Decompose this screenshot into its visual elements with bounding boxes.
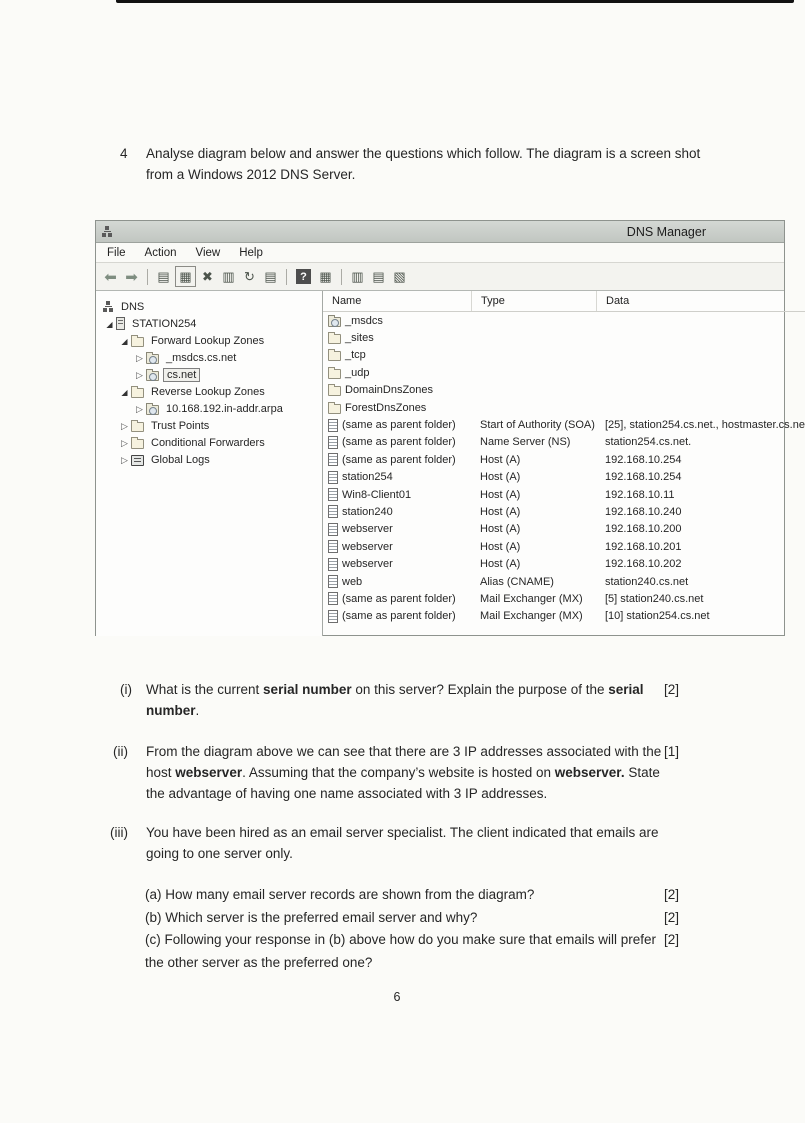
record-name: (same as parent folder) bbox=[342, 419, 456, 432]
cell-type: Mail Exchanger (MX) bbox=[480, 592, 583, 605]
dns-manager-window bbox=[95, 220, 805, 636]
menu-item[interactable]: File bbox=[107, 246, 126, 259]
tree-item[interactable] bbox=[96, 298, 322, 315]
record-name: (same as parent folder) bbox=[342, 436, 456, 449]
record-name: _tcp bbox=[345, 349, 366, 362]
tree-item[interactable] bbox=[96, 417, 322, 434]
cell-type: Host (A) bbox=[480, 505, 521, 518]
tree-item-icon bbox=[146, 371, 159, 381]
tree-item[interactable] bbox=[96, 451, 322, 468]
record-type-icon bbox=[328, 386, 341, 396]
cell-name bbox=[323, 402, 471, 414]
table-row[interactable] bbox=[323, 486, 805, 503]
cell-type: Host (A) bbox=[480, 523, 521, 536]
cell-name bbox=[323, 575, 471, 588]
sub-question-mark: [2] bbox=[663, 887, 679, 902]
expander-icon[interactable] bbox=[133, 352, 146, 364]
table-row[interactable] bbox=[323, 469, 805, 486]
forward-icon[interactable]: ➡ bbox=[125, 268, 138, 286]
tree-item-label: DNS bbox=[121, 300, 145, 313]
record-name: web bbox=[342, 575, 363, 588]
cell-type: Start of Authority (SOA) bbox=[480, 419, 595, 432]
record-name: (same as parent folder) bbox=[342, 592, 456, 605]
question-i-label: (i) bbox=[120, 682, 132, 697]
menu-bar bbox=[96, 243, 784, 263]
text-segment: From the diagram above we can see that there are 3 IP addresses associated with the host bbox=[146, 744, 662, 780]
table-row[interactable] bbox=[323, 347, 805, 364]
cell-type: Host (A) bbox=[480, 558, 521, 571]
table-row[interactable] bbox=[323, 364, 805, 381]
expander-icon[interactable] bbox=[133, 403, 146, 415]
tree-item[interactable] bbox=[96, 366, 322, 383]
tree-item-label: _msdcs.cs.net bbox=[166, 351, 237, 364]
records-list-pane bbox=[323, 291, 805, 636]
tree-item[interactable] bbox=[96, 383, 322, 400]
help-icon[interactable]: ? bbox=[296, 269, 311, 284]
question-iii-text bbox=[146, 822, 679, 864]
report-icon[interactable]: ▧ bbox=[393, 268, 406, 284]
menu-item[interactable]: View bbox=[195, 246, 221, 259]
expander-icon[interactable] bbox=[118, 454, 131, 466]
back-icon[interactable]: ⬅ bbox=[104, 268, 117, 286]
record-type-icon bbox=[328, 558, 338, 571]
text-segment: . bbox=[195, 703, 200, 718]
tree-item-label: Global Logs bbox=[151, 453, 210, 466]
question-i-text bbox=[146, 679, 679, 721]
record-name: _sites bbox=[345, 332, 374, 345]
cell-name bbox=[323, 436, 471, 449]
text-segment: serial number bbox=[146, 682, 644, 718]
table-row[interactable] bbox=[323, 590, 805, 607]
table-row[interactable] bbox=[323, 329, 805, 346]
export-icon[interactable]: ▤ bbox=[264, 268, 277, 284]
toolbar-separator[interactable] bbox=[147, 269, 148, 285]
record-type-icon bbox=[328, 610, 338, 623]
menu-item[interactable]: Help bbox=[239, 246, 263, 259]
server-list-icon[interactable]: ▥ bbox=[351, 268, 364, 284]
sub-question bbox=[145, 884, 679, 907]
table-row[interactable] bbox=[323, 312, 805, 329]
record-name: DomainDnsZones bbox=[345, 384, 434, 397]
cell-name bbox=[323, 540, 471, 553]
tree-item[interactable] bbox=[96, 434, 322, 451]
new-record-icon[interactable]: ▤ bbox=[157, 268, 170, 284]
sub-question-text: (c) Following your response in (b) above how do you make sure that emails will prefer the other server as the preferred one? bbox=[145, 932, 656, 970]
properties-icon[interactable]: ▦ bbox=[175, 266, 196, 287]
cell-name bbox=[323, 558, 471, 571]
table-row[interactable] bbox=[323, 399, 805, 416]
record-type-icon bbox=[328, 334, 341, 344]
question-i-mark: [2] bbox=[663, 682, 679, 697]
cell-name bbox=[323, 384, 471, 396]
tree-item[interactable] bbox=[96, 349, 322, 366]
cell-type: Host (A) bbox=[480, 453, 521, 466]
text-segment: webserver. bbox=[554, 765, 625, 780]
record-type-icon bbox=[328, 575, 338, 588]
tree-item-icon bbox=[116, 317, 125, 330]
question-ii-text bbox=[146, 741, 679, 804]
copy-icon[interactable]: ▥ bbox=[222, 268, 235, 284]
expander-icon[interactable] bbox=[118, 437, 131, 449]
tree-item-icon bbox=[146, 354, 159, 364]
tree-item-icon bbox=[131, 422, 144, 432]
sub-question-mark: [2] bbox=[663, 932, 679, 947]
table-row[interactable] bbox=[323, 538, 805, 555]
cell-type: Alias (CNAME) bbox=[480, 575, 554, 588]
record-name: (same as parent folder) bbox=[342, 610, 456, 623]
cell-name bbox=[323, 471, 471, 484]
record-name: station254 bbox=[342, 471, 393, 484]
toolbar bbox=[96, 263, 784, 291]
question-intro-text: Analyse diagram below and answer the questions which follow. The diagram is a screen shot from a Windows 2012 DNS Server. bbox=[146, 146, 701, 182]
tree-item[interactable] bbox=[96, 332, 322, 349]
cell-data: [5] station240.cs.net bbox=[605, 592, 704, 605]
question-intro bbox=[120, 143, 702, 185]
record-type-icon bbox=[328, 419, 338, 432]
tree-item-icon bbox=[146, 405, 159, 415]
tree-item-icon bbox=[131, 439, 144, 449]
cell-data: 192.168.10.202 bbox=[605, 558, 682, 571]
record-type-icon bbox=[328, 471, 338, 484]
record-name: webserver bbox=[342, 558, 393, 571]
cell-type: Host (A) bbox=[480, 488, 521, 501]
text-segment: What is the current bbox=[146, 682, 264, 697]
question-i bbox=[120, 679, 679, 721]
record-name: Win8-Client01 bbox=[342, 488, 412, 501]
cell-name bbox=[323, 592, 471, 605]
record-name: (same as parent folder) bbox=[342, 453, 456, 466]
cell-type: Host (A) bbox=[480, 540, 521, 553]
record-name: webserver bbox=[342, 523, 393, 536]
record-type-icon bbox=[328, 436, 338, 449]
question-iii bbox=[110, 822, 679, 864]
record-type-icon bbox=[328, 505, 338, 518]
tree-item-icon bbox=[131, 455, 144, 466]
expander-icon[interactable] bbox=[118, 386, 131, 398]
expander-icon[interactable] bbox=[103, 318, 116, 330]
sub-question-text: (b) Which server is the preferred email server and why? bbox=[145, 909, 478, 925]
window-title: DNS Manager bbox=[626, 224, 706, 239]
sub-question-mark: [2] bbox=[663, 909, 679, 925]
table-row[interactable] bbox=[323, 608, 805, 625]
cell-name bbox=[323, 523, 471, 536]
cell-name bbox=[323, 505, 471, 518]
tree-item-icon bbox=[131, 337, 144, 347]
tree-item-icon bbox=[131, 388, 144, 398]
table-row[interactable] bbox=[323, 555, 805, 572]
toolbar-separator[interactable] bbox=[286, 269, 287, 285]
record-type-icon bbox=[328, 404, 341, 414]
table-row[interactable] bbox=[323, 521, 805, 538]
table-row[interactable] bbox=[323, 416, 805, 433]
text-segment: State the advantage of having one name associated with 3 IP addresses. bbox=[146, 765, 660, 801]
console-icon[interactable]: ▦ bbox=[319, 268, 332, 284]
text-segment: serial number bbox=[263, 682, 352, 697]
question-ii-label: (ii) bbox=[113, 744, 128, 759]
tree-item-label: 10.168.192.in-addr.arpa bbox=[166, 402, 283, 415]
expander-icon[interactable] bbox=[133, 369, 146, 381]
tree-item-label: STATION254 bbox=[132, 317, 197, 330]
table-row[interactable] bbox=[323, 451, 805, 468]
cell-data: 192.168.10.201 bbox=[605, 540, 682, 553]
tree-item-label: Conditional Forwarders bbox=[151, 436, 265, 449]
text-segment: webserver bbox=[175, 765, 243, 780]
cell-data: 192.168.10.254 bbox=[605, 453, 682, 466]
page-number: 6 bbox=[393, 990, 401, 1004]
cell-name bbox=[323, 332, 471, 344]
column-header-type[interactable]: Type bbox=[471, 291, 596, 311]
cell-name bbox=[323, 453, 471, 466]
sub-question-text: (a) How many email server records are shown from the diagram? bbox=[145, 887, 535, 902]
question-ii bbox=[113, 741, 679, 804]
text-segment: You have been hired as an email server specialist. The client indicated that emails are going to one server only. bbox=[146, 825, 659, 861]
list-body bbox=[323, 312, 805, 625]
cell-name bbox=[323, 488, 471, 501]
cell-data: [25], station254.cs.net., hostmaster.cs.ne bbox=[605, 419, 805, 432]
tree-item-label: Reverse Lookup Zones bbox=[151, 385, 265, 398]
cell-data: 192.168.10.200 bbox=[605, 523, 682, 536]
question-iii-label: (iii) bbox=[110, 825, 128, 840]
sub-question bbox=[145, 907, 679, 930]
column-header-data[interactable]: Data bbox=[596, 291, 805, 311]
record-type-icon bbox=[328, 540, 338, 553]
question-iii-subparts bbox=[145, 884, 679, 974]
list-header bbox=[323, 291, 805, 312]
cell-data: 192.168.10.254 bbox=[605, 471, 682, 484]
refresh-icon[interactable]: ↻ bbox=[244, 268, 255, 284]
record-type-icon bbox=[328, 488, 338, 501]
record-type-icon bbox=[328, 369, 341, 379]
cell-name bbox=[323, 367, 471, 379]
table-row[interactable] bbox=[323, 503, 805, 520]
cell-data: station254.cs.net. bbox=[605, 436, 692, 449]
tree-item[interactable] bbox=[96, 400, 322, 417]
expander-icon[interactable] bbox=[118, 420, 131, 432]
cell-type: Name Server (NS) bbox=[480, 436, 571, 449]
scan-artifact-line bbox=[116, 0, 794, 3]
question-ii-mark: [1] bbox=[663, 744, 679, 759]
cell-type: Mail Exchanger (MX) bbox=[480, 610, 583, 623]
menu-item[interactable]: Action bbox=[144, 246, 177, 259]
tree-item-label: Trust Points bbox=[151, 419, 210, 432]
text-segment: on this server? Explain the purpose of the bbox=[351, 682, 609, 697]
window-content bbox=[96, 291, 805, 636]
record-type-icon bbox=[328, 351, 341, 361]
tree-item-label: Forward Lookup Zones bbox=[151, 334, 265, 347]
record-type-icon bbox=[328, 453, 338, 466]
cell-name bbox=[323, 419, 471, 432]
toolbar-separator[interactable] bbox=[341, 269, 342, 285]
record-type-icon bbox=[328, 523, 338, 536]
list-icon[interactable]: ▤ bbox=[372, 268, 385, 284]
table-row[interactable] bbox=[323, 573, 805, 590]
record-name: ForestDnsZones bbox=[345, 401, 427, 414]
cell-type: Host (A) bbox=[480, 471, 521, 484]
question-number: 4 bbox=[120, 146, 128, 161]
cell-name bbox=[323, 315, 471, 327]
record-name: webserver bbox=[342, 540, 393, 553]
column-header-name[interactable]: Name bbox=[332, 295, 362, 307]
delete-icon[interactable]: ✖ bbox=[202, 268, 213, 284]
table-row[interactable] bbox=[323, 382, 805, 399]
record-name: _udp bbox=[345, 366, 370, 379]
expander-icon[interactable] bbox=[118, 335, 131, 347]
text-segment: . Assuming that the company’s website is hosted on bbox=[242, 765, 555, 780]
sub-question bbox=[145, 929, 679, 974]
record-name: _msdcs bbox=[345, 314, 383, 327]
title-bar bbox=[96, 221, 784, 243]
dns-manager-app-icon bbox=[102, 226, 113, 238]
cell-data: 192.168.10.240 bbox=[605, 505, 682, 518]
cell-data: station240.cs.net bbox=[605, 575, 689, 588]
record-type-icon bbox=[328, 317, 341, 327]
cell-data: 192.168.10.11 bbox=[605, 488, 675, 501]
tree-item[interactable] bbox=[96, 315, 322, 332]
table-row[interactable] bbox=[323, 434, 805, 451]
cell-name bbox=[323, 349, 471, 361]
cell-name bbox=[323, 610, 471, 623]
record-name: station240 bbox=[342, 505, 393, 518]
console-tree-pane bbox=[96, 291, 323, 636]
record-type-icon bbox=[328, 592, 338, 605]
tree-item-label: cs.net bbox=[163, 368, 200, 382]
tree-item-icon bbox=[103, 301, 114, 313]
cell-data: [10] station254.cs.net bbox=[605, 610, 710, 623]
